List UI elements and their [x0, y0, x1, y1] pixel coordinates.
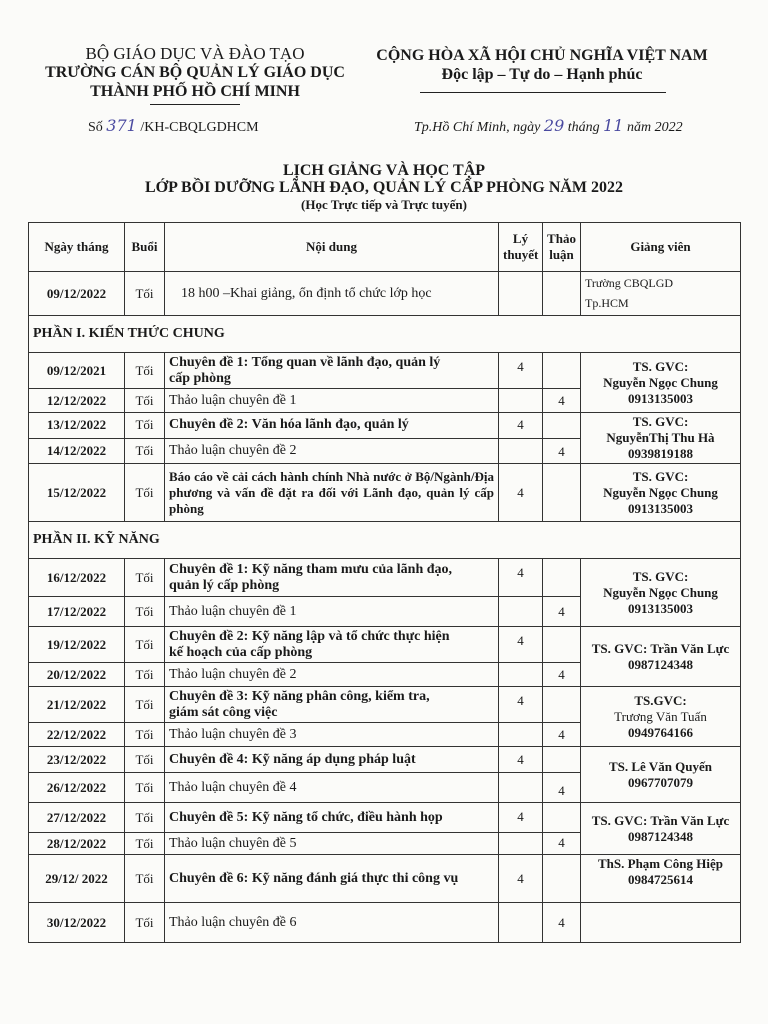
place-and-date: Tp.Hồ Chí Minh, ngày 29 tháng 11 năm 2022: [414, 116, 683, 135]
handwritten-number: 371: [106, 116, 137, 135]
table-header-row: [29, 223, 741, 272]
lecturer-cell: TS. GVC: Trần Văn Lực 0987124348: [581, 803, 741, 855]
document-number: Số 371 /KH-CBQLGDHCM: [88, 116, 259, 135]
handwritten-month: 11: [603, 116, 624, 135]
ministry-name: BỘ GIÁO DỤC VÀ ĐÀO TẠO: [85, 44, 305, 63]
table-row: 20/12/2022 Tối Thảo luận chuyên đề 2 4: [29, 663, 741, 687]
schedule-table: [28, 222, 741, 943]
table-row: 09/12/2022 Tối 18 h00 –Khai giảng, ổn định tổ chức lớp học Trường CBQLGD Tp.HCM: [29, 272, 741, 316]
header-discussion: Thảo luận: [543, 223, 581, 272]
table-row: 17/12/2022 Tối Thảo luận chuyên đề 1 4: [29, 597, 741, 627]
document-title: [0, 162, 768, 213]
section-heading: PHẦN I. KIẾN THỨC CHUNG: [29, 316, 741, 353]
lecturer-cell: TS. Lê Văn Quyến 0967707079: [581, 747, 741, 803]
school-name-line2: THÀNH PHỐ HỒ CHÍ MINH: [90, 83, 300, 100]
table-row: 19/12/2022 Tối Chuyên đề 2: Kỹ năng lập và tổ chức thực hiện kế hoạch của cấp phòng 4 TS. GVC: Trần Văn Lực 0987124348: [29, 627, 741, 663]
table-row: 13/12/2022 Tối Chuyên đề 2: Văn hóa lãnh đạo, quản lý 4 TS. GVC: NguyễnThị Thu Hà 0939819188: [29, 413, 741, 439]
table-row: 16/12/2022 Tối Chuyên đề 1: Kỹ năng tham mưu của lãnh đạo, quản lý cấp phòng 4 TS. GVC: Nguyễn Ngọc Chung 0913135003: [29, 559, 741, 597]
table-row: 09/12/2021 Tối Chuyên đề 1: Tổng quan về lãnh đạo, quản lý cấp phòng 4 TS. GVC: Nguyễn Ngọc Chung 0913135003: [29, 353, 741, 389]
lecturer-cell: TS. GVC: Trần Văn Lực 0987124348: [581, 627, 741, 687]
table-row: 14/12/2022 Tối Thảo luận chuyên đề 2 4: [29, 438, 741, 464]
header-theory: Lý thuyết: [499, 223, 543, 272]
handwritten-day: 29: [543, 116, 565, 135]
republic-name: CỘNG HÒA XÃ HỘI CHỦ NGHĨA VIỆT NAM: [376, 47, 708, 64]
lecturer-cell: ThS. Phạm Công Hiệp 0984725614: [581, 855, 741, 903]
national-heading: [352, 46, 732, 85]
national-motto: Độc lập – Tự do – Hạnh phúc: [441, 66, 643, 83]
table-row: 26/12/2022 Tối Thảo luận chuyên đề 4 4: [29, 773, 741, 803]
issuer-underline: [150, 104, 240, 105]
title-line3: (Học Trực tiếp và Trực tuyến): [301, 197, 467, 212]
motto-underline: [420, 92, 666, 93]
lecturer-cell: TS. GVC: Nguyễn Ngọc Chung 0913135003: [581, 353, 741, 413]
table-row: 22/12/2022 Tối Thảo luận chuyên đề 3 4: [29, 723, 741, 747]
table-row: 27/12/2022 Tối Chuyên đề 5: Kỹ năng tổ chức, điều hành họp 4 TS. GVC: Trần Văn Lực 0987124348: [29, 803, 741, 833]
table-row: 23/12/2022 Tối Chuyên đề 4: Kỹ năng áp dụng pháp luật 4 TS. Lê Văn Quyến 0967707079: [29, 747, 741, 773]
lecturer-cell: TS. GVC: Nguyễn Ngọc Chung 0913135003: [581, 464, 741, 522]
table-row: 15/12/2022 Tối Báo cáo về cải cách hành chính Nhà nước ở Bộ/Ngành/Địa phương và vấn đề đặt ra đối với Lãnh đạo, quản lý cấp phòng 4 TS. GVC: Nguyễn Ngọc Chung 0913135003: [29, 464, 741, 522]
table-row: 30/12/2022 Tối Thảo luận chuyên đề 6 4: [29, 903, 741, 943]
header-date: Ngày tháng: [29, 223, 125, 272]
issuer-block: [40, 44, 350, 101]
table-row: 21/12/2022 Tối Chuyên đề 3: Kỹ năng phân công, kiểm tra, giám sát công việc 4 TS.GVC: Trương Văn Tuấn 0949764166: [29, 687, 741, 723]
header-session: Buổi: [125, 223, 165, 272]
section-heading: PHẦN II. KỸ NĂNG: [29, 522, 741, 559]
lecturer-cell: TS. GVC: Nguyễn Ngọc Chung 0913135003: [581, 559, 741, 627]
section-row: [29, 522, 741, 559]
school-name-line1: TRƯỜNG CÁN BỘ QUẢN LÝ GIÁO DỤC: [45, 64, 345, 81]
lecturer-cell: TS.GVC: Trương Văn Tuấn 0949764166: [581, 687, 741, 747]
lecturer-cell: TS. GVC: NguyễnThị Thu Hà 0939819188: [581, 413, 741, 464]
table-row: 12/12/2022 Tối Thảo luận chuyên đề 1 4: [29, 389, 741, 413]
section-row: [29, 316, 741, 353]
header-lecturer: Giảng viên: [581, 223, 741, 272]
table-row: 29/12/ 2022 Tối Chuyên đề 6: Kỹ năng đánh giá thực thi công vụ 4 ThS. Phạm Công Hiệp 0984725614: [29, 855, 741, 903]
table-row: 28/12/2022 Tối Thảo luận chuyên đề 5 4: [29, 833, 741, 855]
title-line2: LỚP BỒI DƯỠNG LÃNH ĐẠO, QUẢN LÝ CẤP PHÒNG NĂM 2022: [144, 179, 624, 196]
title-line1: LỊCH GIẢNG VÀ HỌC TẬP: [282, 162, 486, 179]
header-content: Nội dung: [165, 223, 499, 272]
